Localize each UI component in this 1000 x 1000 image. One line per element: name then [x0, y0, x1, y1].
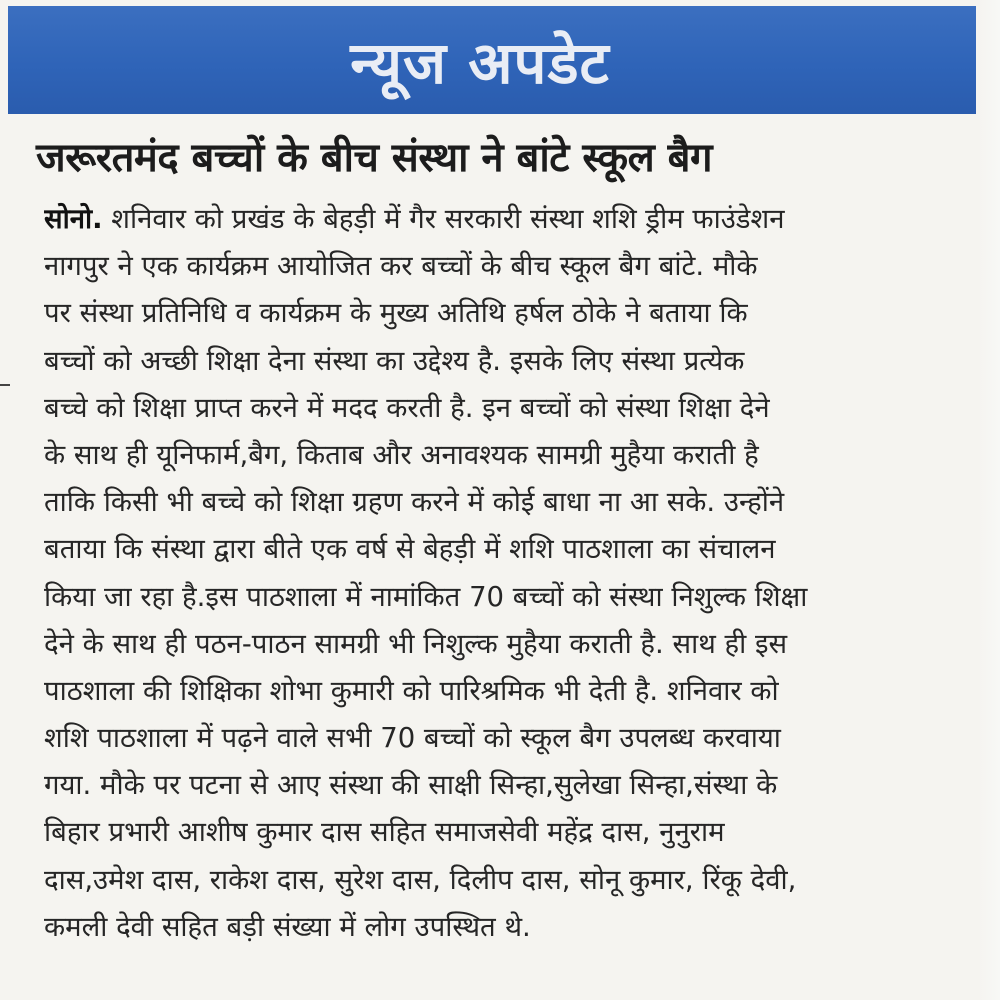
- article-line: पर संस्था प्रतिनिधि व कार्यक्रम के मुख्य अतिथि हर्षल ठोके ने बताया कि: [44, 297, 748, 330]
- article-body: [44, 196, 974, 951]
- article-line: बच्चों को अच्छी शिक्षा देना संस्था का उद्देश्य है. इसके लिए संस्था प्रत्येक: [44, 344, 745, 377]
- article-line: नागपुर ने एक कार्यक्रम आयोजित कर बच्चों के बीच स्कूल बैग बांटे. मौके: [44, 250, 758, 283]
- section-banner: [8, 6, 976, 114]
- article-line: कमली देवी सहित बड़ी संख्या में लोग उपस्थित थे.: [44, 910, 531, 943]
- page-edge: [978, 0, 1000, 1000]
- article-line: शशि पाठशाला में पढ़ने वाले सभी 70 बच्चों को स्कूल बैग उपलब्ध करवाया: [44, 722, 781, 755]
- article-line: के साथ ही यूनिफार्म,बैग, किताब और अनावश्यक सामग्री मुहैया कराती है: [44, 438, 759, 471]
- article-line: ताकि किसी भी बच्चे को शिक्षा ग्रहण करने में कोई बाधा ना आ सके. उन्होंने: [44, 486, 785, 519]
- article-headline: जरूरतमंद बच्चों के बीच संस्था ने बांटे स्कूल बैग: [36, 135, 713, 181]
- article-dateline: सोनो.: [44, 203, 103, 235]
- article-line: पाठशाला की शिक्षिका शोभा कुमारी को पारिश्रमिक भी देती है. शनिवार को: [44, 674, 779, 707]
- article-line: [44, 196, 974, 243]
- article-line: बच्चे को शिक्षा प्राप्त करने में मदद करती है. इन बच्चों को संस्था शिक्षा देने: [44, 391, 770, 424]
- article-line: देने के साथ ही पठन-पाठन सामग्री भी निशुल्क मुहैया कराती है. साथ ही इस: [44, 627, 788, 660]
- article-line: गया. मौके पर पटना से आए संस्था की साक्षी सिन्हा,सुलेखा सिन्हा,संस्था के: [44, 769, 778, 802]
- article-line: बिहार प्रभारी आशीष कुमार दास सहित समाजसेवी महेंद्र दास, नुनुराम: [44, 816, 725, 849]
- article-line: किया जा रहा है.इस पाठशाला में नामांकित 70 बच्चों को संस्था निशुल्क शिक्षा: [44, 580, 808, 613]
- article-line: बताया कि संस्था द्वारा बीते एक वर्ष से बेहड़ी में शशि पाठशाला का संचालन: [44, 533, 776, 566]
- margin-mark: [0, 384, 10, 386]
- section-title: न्यूज अपडेट: [350, 28, 610, 97]
- article-line-text: शनिवार को प्रखंड के बेहड़ी में गैर सरकारी संस्था शशि ड्रीम फाउंडेशन: [102, 203, 785, 235]
- article-line: दास,उमेश दास, राकेश दास, सुरेश दास, दिलीप दास, सोनू कुमार, रिंकू देवी,: [44, 863, 797, 896]
